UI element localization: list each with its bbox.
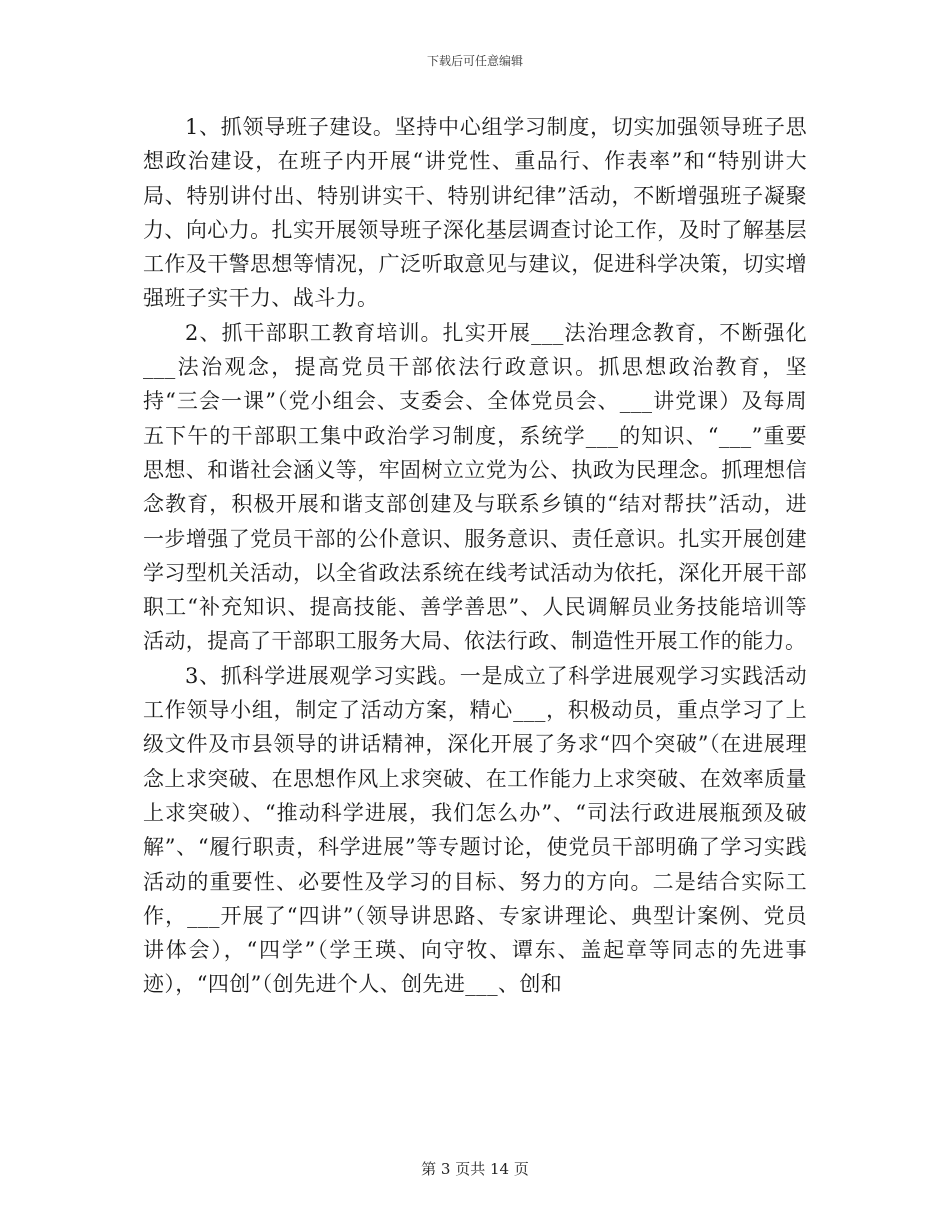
- paragraph-staff-training: 2、抓干部职工教育培训。扎实开展___法治理念教育，不断强化___法治观念，提高党员干部依法行政意识。抓思想政治教育，坚持“三会一课”（党小组会、支委会、全体党员会、___讲党课）及每周五下午的干部职工集中政治学习制度，系统学___的知识、“___”重要思想、和谐社会涵义等，牢固树立立党为公、执政为民理念。抓理想信念教育，积极开展和谐支部创建及与联系乡镇的“结对帮扶”活动，进一步增强了党员干部的公仆意识、服务意识、责任意识。扎实开展创建学习型机关活动，以全省政法系统在线考试活动为依托，深化开展干部职工“补充知识、提高技能、善学善思”、人民调解员业务技能培训等活动，提高了干部职工服务大局、依法行政、制造性开展工作的能力。: [143, 320, 807, 654]
- paragraph-scientific-development: 3、抓科学进展观学习实践。一是成立了科学进展观学习实践活动工作领导小组，制定了活动方案，精心___，积极动员，重点学习了上级文件及市县领导的讲话精神，深化开展了务求“四个突破”（在进展理念上求突破、在思想作风上求突破、在工作能力上求突破、在效率质量上求突破）、“推动科学进展，我们怎么办”、“司法行政进展瓶颈及破解”、“履行职责，科学进展”等专题讨论，使党员干部明确了学习实践活动的重要性、必要性及学习的目标、努力的方向。二是结合实际工作，___开展了“四讲”（领导讲思路、专家讲理论、典型计案例、党员讲体会），“四学”（学王瑛、向守牧、谭东、盖起章等同志的先进事迹），“四创”（创先进个人、创先进___、创和: [143, 663, 807, 997]
- page-header: 下载后可任意编辑: [426, 54, 523, 68]
- page-footer: 第 3 页共 14 页: [421, 1160, 529, 1178]
- document-body: [143, 110, 807, 1002]
- paragraph-leadership: 1、抓领导班子建设。坚持中心组学习制度，切实加强领导班子思想政治建设，在班子内开展“讲党性、重品行、作表率”和“特别讲大局、特别讲付出、特别讲实干、特别讲纪律”活动，不断增强班子凝聚力、向心力。扎实开展领导班子深化基层调查讨论工作，及时了解基层工作及干警思想等情况，广泛听取意见与建议，促进科学决策，切实增强班子实干力、战斗力。: [143, 115, 807, 311]
